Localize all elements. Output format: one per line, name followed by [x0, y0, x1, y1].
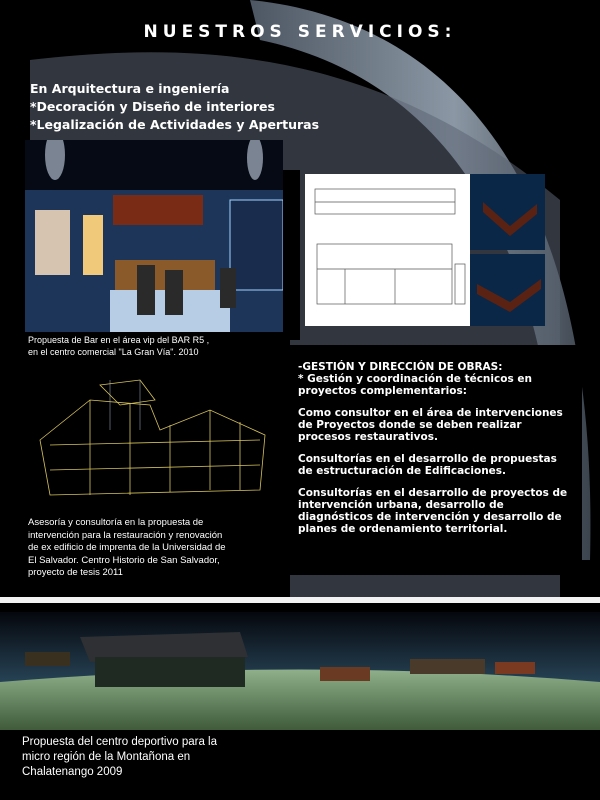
caption-line: Chalatenango 2009: [22, 766, 123, 778]
bar-caption: [28, 334, 288, 358]
obras-paragraph: Como consultor en el área de intervenciones de Proyectos donde se deben realizar procesos restaurativos.: [298, 407, 563, 443]
service-line: *Legalización de Actividades y Aperturas: [30, 117, 320, 132]
obras-paragraph: Consultorías en el desarrollo de propuestas de estructuración de Edificaciones.: [298, 453, 557, 477]
section-divider: [0, 597, 600, 603]
caption-line: en el centro comercial "La Gran Vía". 2010: [28, 347, 199, 357]
technical-drawings-image: [305, 174, 545, 326]
obras-paragraph: Consultorías en el desarrollo de proyectos de intervención urbana, desarrollo de diagnósticos de intervención y desarrollo de planes de ordenamiento territorial.: [298, 487, 568, 535]
service-line: *Decoración y Diseño de interiores: [30, 99, 275, 114]
services-list: [30, 80, 330, 134]
sports-center-image: [0, 612, 600, 730]
service-line: En Arquitectura e ingeniería: [30, 81, 230, 96]
bar-render-image: [25, 140, 283, 332]
caption-line: El Salvador. Centro Historio de San Salvador,: [28, 554, 220, 566]
obras-bullet: * Gestión y coordinación de técnicos en proyectos complementarios:: [298, 373, 532, 397]
restoration-caption: [28, 517, 278, 580]
caption-line: proyecto de tesis 2011: [28, 567, 123, 578]
caption-line: Asesoría y consultoría en la propuesta de: [28, 517, 204, 528]
caption-line: Propuesta del centro deportivo para la: [22, 736, 217, 748]
obras-panel: [290, 345, 582, 575]
caption-line: micro región de la Montañona en: [22, 751, 191, 763]
obras-heading: -GESTIÓN Y DIRECCIÓN DE OBRAS:: [298, 361, 503, 373]
caption-line: de ex edificio de imprenta de la Universidad de: [28, 542, 226, 553]
page-title: NUESTROS SERVICIOS:: [143, 22, 457, 42]
caption-line: Propuesta de Bar en el área vip del BAR R5 ,: [28, 335, 210, 345]
wireframe-building-image: [30, 370, 280, 510]
sports-caption: [22, 735, 262, 780]
caption-line: intervención para la restauración y renovación: [28, 529, 223, 541]
